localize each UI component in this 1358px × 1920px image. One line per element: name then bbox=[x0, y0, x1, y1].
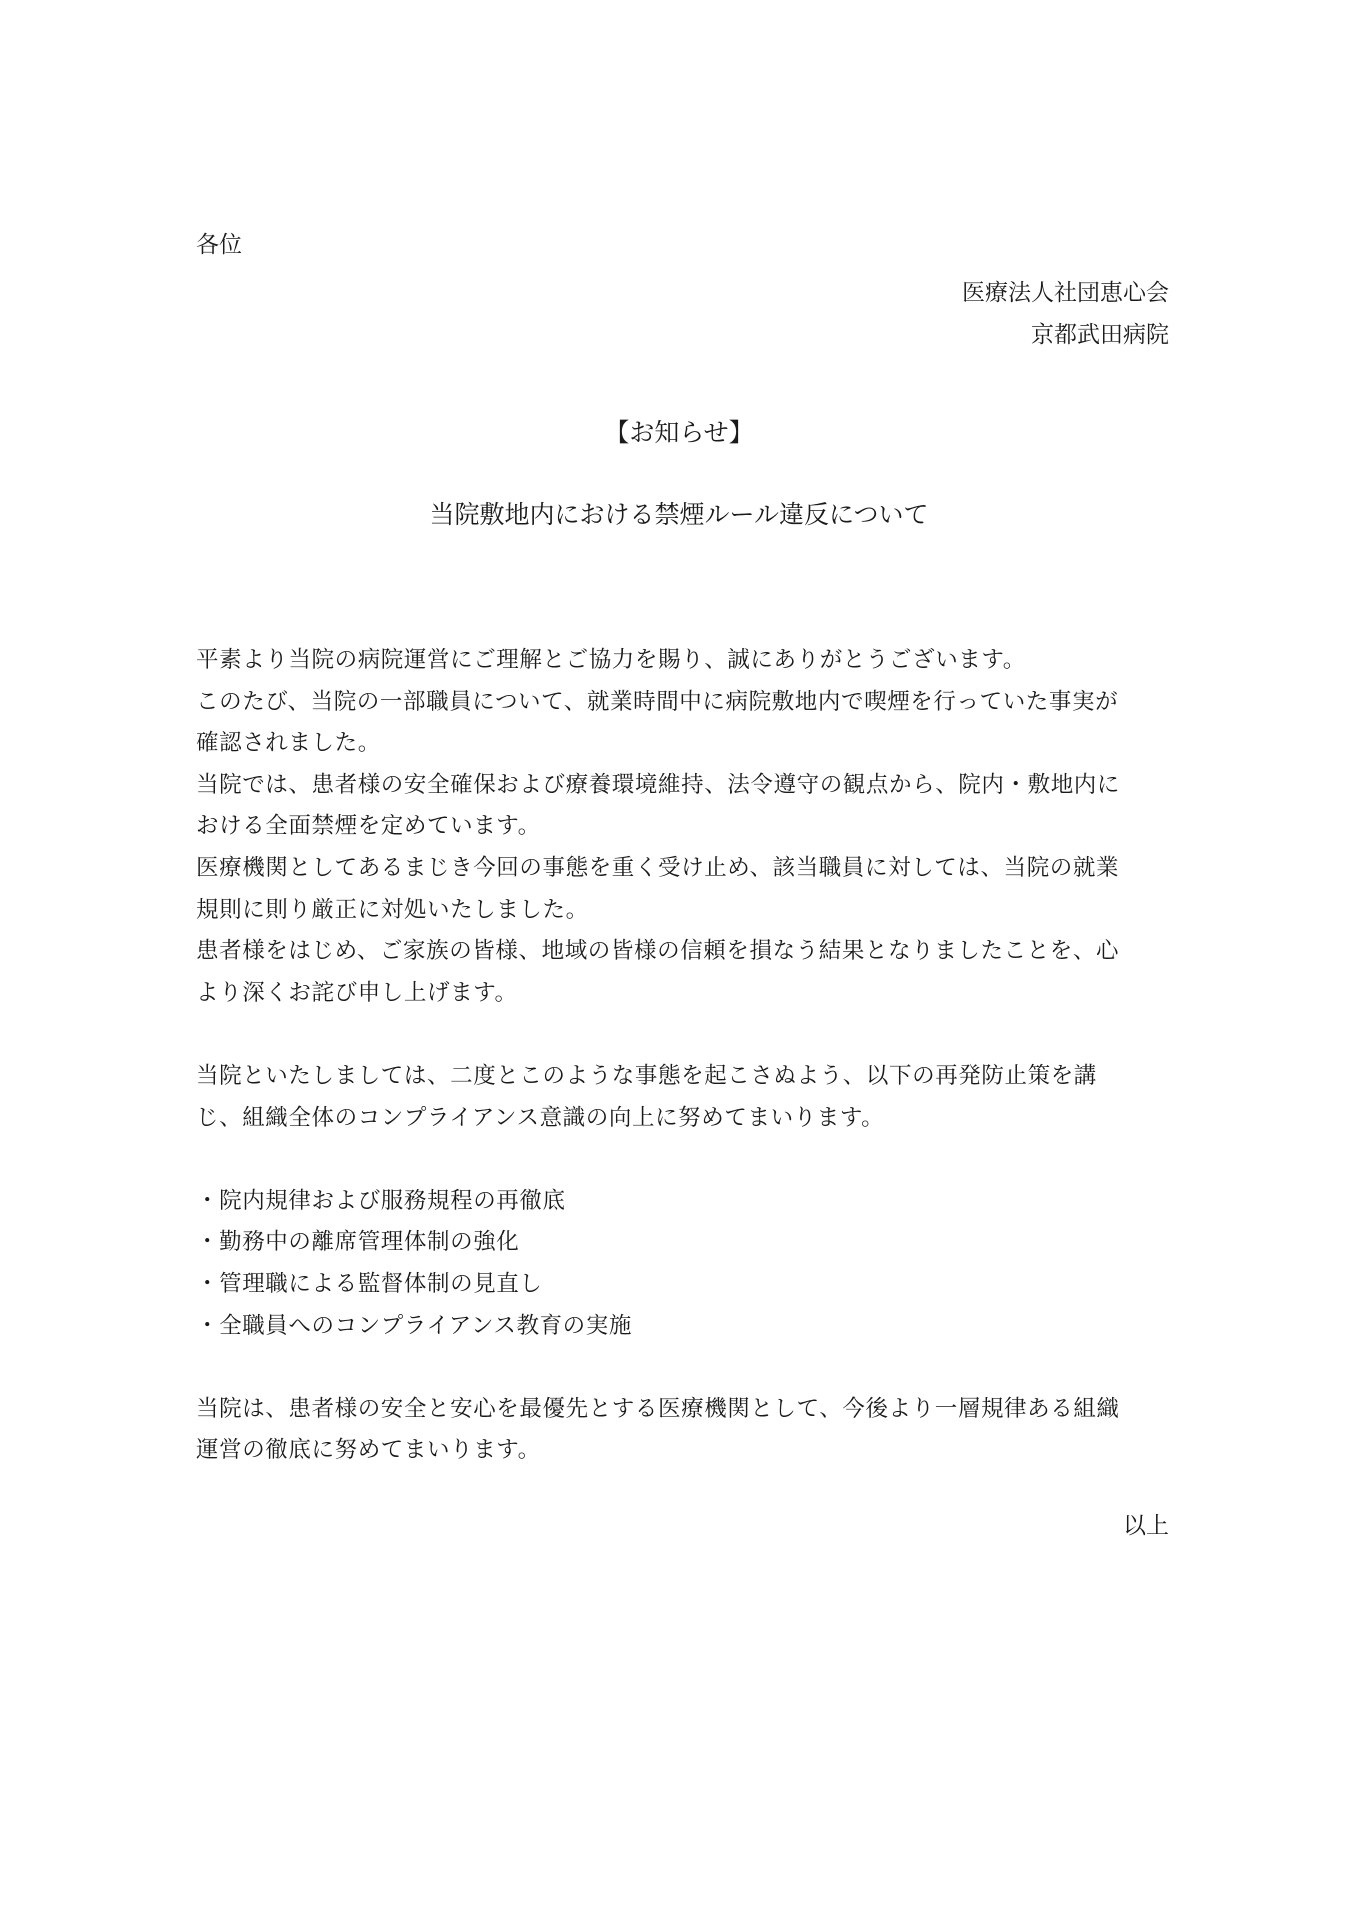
paragraph-apology bbox=[196, 640, 1172, 1014]
spacer bbox=[196, 1014, 1172, 1056]
body-line: 当院は、患者様の安全と安心を最優先とする医療機関として、今後より一層規律ある組織 bbox=[196, 1395, 1120, 1422]
sender-block bbox=[962, 272, 1169, 356]
paragraph-commitment bbox=[196, 1389, 1172, 1472]
body-line: 患者様をはじめ、ご家族の皆様、地域の皆様の信頼を損なう結果となりましたことを、心 bbox=[196, 938, 1120, 965]
list-item: ・全職員へのコンプライアンス教育の実施 bbox=[196, 1312, 632, 1339]
list-item: ・勤務中の離席管理体制の強化 bbox=[196, 1229, 520, 1256]
closing-word: 以上 bbox=[1123, 1513, 1169, 1539]
sender-hospital: 京都武田病院 bbox=[1031, 322, 1169, 348]
addressee: 各位 bbox=[196, 232, 242, 258]
list-item: ・管理職による監督体制の見直し bbox=[196, 1270, 543, 1297]
body-line: 当院では、患者様の安全確保および療養環境維持、法令遵守の観点から、院内・敷地内に bbox=[196, 771, 1121, 798]
measures-list bbox=[196, 1181, 1172, 1347]
body-line: 確認されました。 bbox=[196, 730, 381, 757]
body-line: より深くお詫び申し上げます。 bbox=[196, 979, 518, 1006]
body-line: 平素より当院の病院運営にご理解とご協力を賜り、誠にありがとうございます。 bbox=[196, 647, 1026, 673]
body-line: おける全面禁煙を定めています。 bbox=[196, 813, 541, 840]
body-line: 当院といたしましては、二度とこのような事態を起こさぬよう、以下の再発防止策を講 bbox=[196, 1062, 1097, 1089]
notice-label: 【お知らせ】 bbox=[604, 418, 754, 447]
sender-organization: 医療法人社団恵心会 bbox=[962, 280, 1169, 306]
list-item: ・院内規律および服務規程の再徹底 bbox=[196, 1187, 566, 1214]
spacer bbox=[196, 1139, 1172, 1181]
document-title: 当院敷地内における禁煙ルール違反について bbox=[429, 500, 929, 529]
body-line: 医療機関としてあるまじき今回の事態を重く受け止め、該当職員に対しては、当院の就業 bbox=[196, 854, 1120, 881]
body-line: このたび、当院の一部職員について、就業時間中に病院敷地内で喫煙を行っていた事実が bbox=[196, 688, 1119, 715]
paragraph-prevention bbox=[196, 1056, 1172, 1139]
spacer bbox=[196, 1347, 1172, 1389]
body-line: じ、組織全体のコンプライアンス意識の向上に努めてまいります。 bbox=[196, 1104, 885, 1131]
body-line: 運営の徹底に努めてまいります。 bbox=[196, 1437, 541, 1464]
document-body bbox=[196, 640, 1172, 1472]
body-line: 規則に則り厳正に対処いたしました。 bbox=[196, 896, 589, 923]
